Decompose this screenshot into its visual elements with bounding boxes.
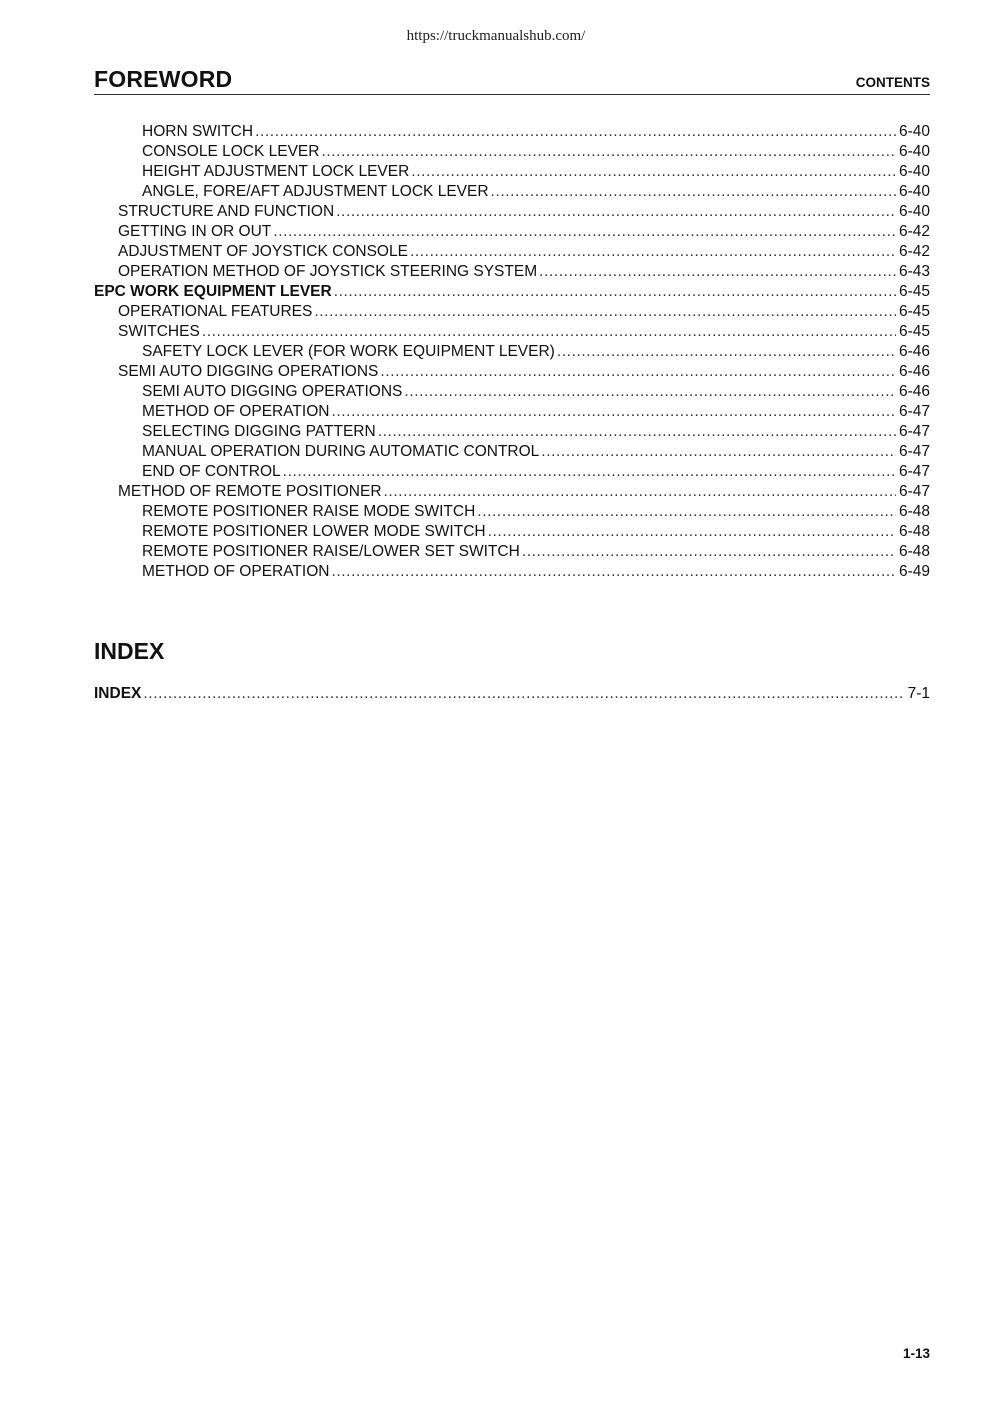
toc-entry-page: 6-40: [898, 203, 930, 220]
toc-entry[interactable]: [94, 684, 930, 704]
toc-entry-label: SWITCHES: [118, 323, 200, 340]
toc-entry[interactable]: [94, 442, 930, 462]
toc-entry-page: 6-42: [898, 243, 930, 260]
toc-entry-page: 6-48: [898, 503, 930, 520]
toc-entry-page: 6-42: [898, 223, 930, 240]
toc-entry-label: ANGLE, FORE/AFT ADJUSTMENT LOCK LEVER: [142, 183, 489, 200]
dot-leader: [331, 402, 896, 422]
toc-entry-label: MANUAL OPERATION DURING AUTOMATIC CONTROL: [142, 443, 540, 460]
dot-leader: [255, 122, 896, 142]
dot-leader: [488, 522, 896, 542]
toc-entry-label: REMOTE POSITIONER LOWER MODE SWITCH: [142, 523, 486, 540]
toc-entry-label: METHOD OF OPERATION: [142, 403, 330, 420]
table-of-contents: [94, 122, 930, 582]
toc-entry[interactable]: [94, 482, 930, 502]
toc-entry-page: 6-45: [898, 303, 930, 320]
toc-entry-label: REMOTE POSITIONER RAISE MODE SWITCH: [142, 503, 476, 520]
dot-leader: [273, 222, 896, 242]
toc-entry-label: INDEX: [94, 685, 142, 702]
dot-leader: [336, 202, 896, 222]
toc-entry[interactable]: [94, 282, 930, 302]
dot-leader: [491, 182, 896, 202]
toc-entry-page: 6-47: [898, 463, 930, 480]
toc-entry-label: ADJUSTMENT OF JOYSTICK CONSOLE: [118, 243, 408, 260]
toc-entry-page: 6-47: [898, 443, 930, 460]
toc-entry[interactable]: [94, 182, 930, 202]
toc-entry-label: CONSOLE LOCK LEVER: [142, 143, 320, 160]
dot-leader: [143, 684, 904, 704]
dot-leader: [539, 262, 896, 282]
dot-leader: [314, 302, 896, 322]
page-title: FOREWORD: [94, 66, 233, 92]
toc-entry[interactable]: [94, 422, 930, 442]
dot-leader: [411, 162, 896, 182]
toc-entry-label: SEMI AUTO DIGGING OPERATIONS: [118, 363, 379, 380]
toc-entry[interactable]: [94, 502, 930, 522]
toc-entry-label: OPERATIONAL FEATURES: [118, 303, 313, 320]
toc-entry-page: 6-40: [898, 183, 930, 200]
toc-entry[interactable]: [94, 462, 930, 482]
dot-leader: [380, 362, 896, 382]
toc-entry[interactable]: [94, 382, 930, 402]
toc-entry-page: 6-45: [898, 323, 930, 340]
toc-entry[interactable]: [94, 342, 930, 362]
toc-entry-label: END OF CONTROL: [142, 463, 281, 480]
dot-leader: [378, 422, 896, 442]
toc-entry[interactable]: [94, 522, 930, 542]
dot-leader: [283, 462, 896, 482]
page-header: [94, 66, 930, 95]
toc-entry-label: REMOTE POSITIONER RAISE/LOWER SET SWITCH: [142, 543, 520, 560]
toc-entry-label: EPC WORK EQUIPMENT LEVER: [94, 283, 332, 300]
section-label: CONTENTS: [855, 75, 930, 90]
toc-entry[interactable]: [94, 202, 930, 222]
toc-entry[interactable]: [94, 562, 930, 582]
index-contents: [94, 684, 930, 704]
dot-leader: [202, 322, 896, 342]
toc-entry[interactable]: [94, 122, 930, 142]
toc-entry-page: 6-40: [898, 143, 930, 160]
dot-leader: [410, 242, 896, 262]
toc-entry-label: HEIGHT ADJUSTMENT LOCK LEVER: [142, 163, 410, 180]
toc-entry-page: 6-43: [898, 263, 930, 280]
dot-leader: [331, 562, 896, 582]
toc-entry[interactable]: [94, 302, 930, 322]
toc-entry[interactable]: [94, 162, 930, 182]
dot-leader: [384, 482, 896, 502]
toc-entry-label: SAFETY LOCK LEVER (FOR WORK EQUIPMENT LEVER): [142, 343, 555, 360]
toc-entry[interactable]: [94, 262, 930, 282]
toc-entry-page: 6-46: [898, 343, 930, 360]
page-number: 1-13: [902, 1346, 930, 1361]
toc-entry-label: METHOD OF REMOTE POSITIONER: [118, 483, 382, 500]
toc-entry-page: 6-48: [898, 543, 930, 560]
toc-entry[interactable]: [94, 222, 930, 242]
dot-leader: [541, 442, 896, 462]
dot-leader: [334, 282, 896, 302]
toc-entry[interactable]: [94, 322, 930, 342]
toc-entry-page: 6-48: [898, 523, 930, 540]
toc-entry-label: GETTING IN OR OUT: [118, 223, 272, 240]
toc-entry[interactable]: [94, 362, 930, 382]
toc-entry[interactable]: [94, 142, 930, 162]
toc-entry-label: SELECTING DIGGING PATTERN: [142, 423, 376, 440]
source-url[interactable]: https://truckmanualshub.com/: [406, 28, 586, 44]
toc-entry-page: 6-47: [898, 423, 930, 440]
toc-entry-page: 6-40: [898, 123, 930, 140]
toc-entry[interactable]: [94, 402, 930, 422]
toc-entry-page: 7-1: [907, 685, 930, 702]
toc-entry-label: STRUCTURE AND FUNCTION: [118, 203, 335, 220]
toc-entry-page: 6-49: [898, 563, 930, 580]
dot-leader: [522, 542, 896, 562]
dot-leader: [404, 382, 896, 402]
dot-leader: [477, 502, 896, 522]
toc-entry-page: 6-46: [898, 363, 930, 380]
index-heading: INDEX: [94, 638, 165, 664]
toc-entry[interactable]: [94, 542, 930, 562]
toc-entry-label: HORN SWITCH: [142, 123, 254, 140]
toc-entry-page: 6-47: [898, 403, 930, 420]
toc-entry-page: 6-47: [898, 483, 930, 500]
toc-entry-label: OPERATION METHOD OF JOYSTICK STEERING SYSTEM: [118, 263, 538, 280]
dot-leader: [321, 142, 896, 162]
toc-entry-label: METHOD OF OPERATION: [142, 563, 330, 580]
toc-entry-label: SEMI AUTO DIGGING OPERATIONS: [142, 383, 403, 400]
toc-entry-page: 6-45: [898, 283, 930, 300]
toc-entry-page: 6-40: [898, 163, 930, 180]
toc-entry-page: 6-46: [898, 383, 930, 400]
dot-leader: [557, 342, 896, 362]
toc-entry[interactable]: [94, 242, 930, 262]
